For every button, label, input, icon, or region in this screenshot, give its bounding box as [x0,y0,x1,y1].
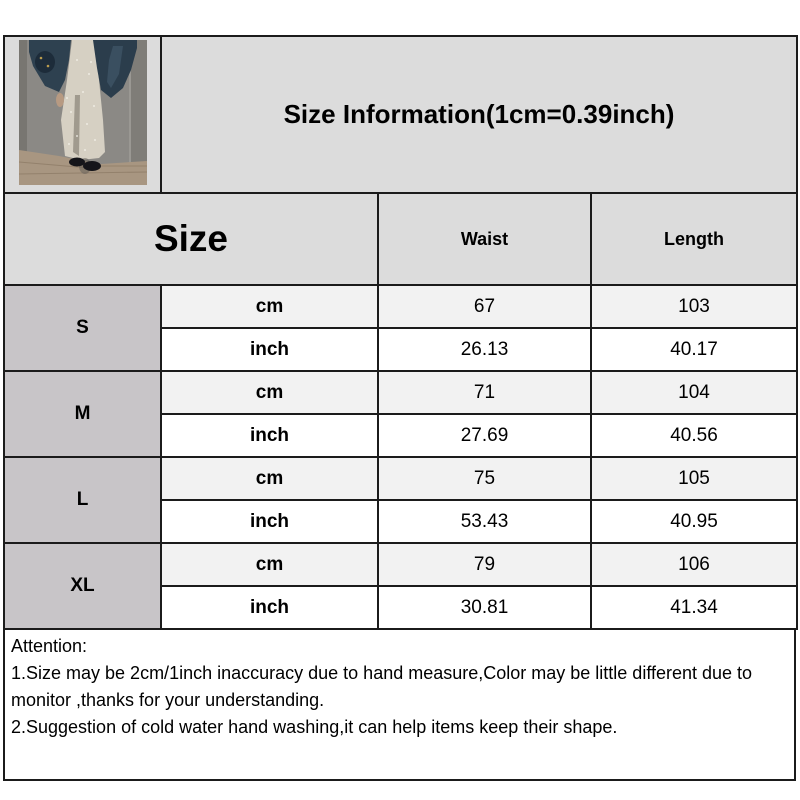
unit-inch: inch [161,500,378,543]
size-label-xl: XL [4,543,161,629]
length-cm-value: 105 [591,457,797,500]
waist-cm-value: 71 [378,371,591,414]
unit-cm: cm [161,371,378,414]
shoe-right [83,161,101,171]
length-cm-value: 103 [591,285,797,328]
table-header-row [4,193,797,285]
waist-inch-value: 26.13 [378,328,591,371]
table-row [4,371,797,414]
column-header-waist: Waist [378,193,591,285]
column-header-size: Size [4,193,378,285]
waist-cm-value: 75 [378,457,591,500]
column-header-length: Length [591,193,797,285]
unit-cm: cm [161,543,378,586]
table-row [4,285,797,328]
attention-note-2: 2.Suggestion of cold water hand washing,it can help items keep their shape. [11,717,618,737]
page-title: Size Information(1cm=0.39inch) [161,36,797,193]
size-label-m: M [4,371,161,457]
product-photo-illustration [19,40,147,185]
unit-cm: cm [161,285,378,328]
size-chart-sheet [3,35,796,781]
waist-inch-value: 30.81 [378,586,591,629]
product-photo [19,40,147,185]
length-inch-value: 40.17 [591,328,797,371]
length-cm-value: 106 [591,543,797,586]
waist-cm-value: 67 [378,285,591,328]
handbag [35,51,55,73]
size-table [3,35,798,630]
attention-note-1: 1.Size may be 2cm/1inch inaccuracy due to hand measure,Color may be little different due to monitor ,thanks for your understanding. [11,663,753,710]
length-inch-value: 41.34 [591,586,797,629]
hand [56,93,64,107]
handbag-stud [46,64,49,67]
table-row [4,457,797,500]
size-label-l: L [4,457,161,543]
size-label-s: S [4,285,161,371]
product-photo-cell [4,36,161,193]
attention-heading: Attention: [11,636,88,656]
unit-inch: inch [161,586,378,629]
waist-cm-value: 79 [378,543,591,586]
waist-inch-value: 53.43 [378,500,591,543]
handbag-stud [39,56,42,59]
unit-inch: inch [161,414,378,457]
shoe-left [69,157,85,166]
unit-cm: cm [161,457,378,500]
length-inch-value: 40.56 [591,414,797,457]
length-inch-value: 40.95 [591,500,797,543]
waist-inch-value: 27.69 [378,414,591,457]
attention-notes [3,628,796,781]
table-row [4,543,797,586]
length-cm-value: 104 [591,371,797,414]
header-band [4,36,797,193]
unit-inch: inch [161,328,378,371]
